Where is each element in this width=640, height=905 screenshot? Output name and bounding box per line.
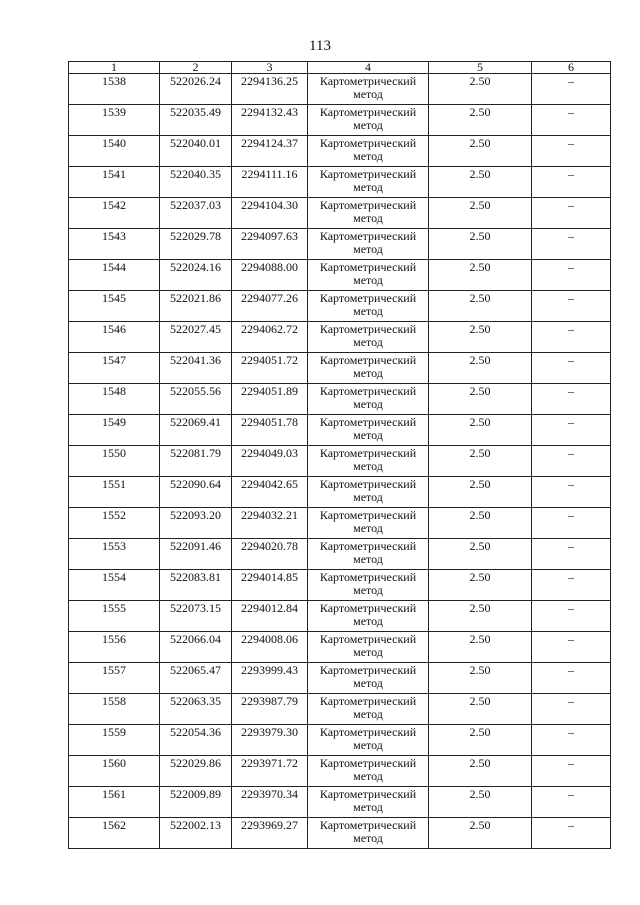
y-coordinate-cell: 2294049.03: [232, 446, 308, 477]
point-number-cell: 1552: [69, 508, 160, 539]
table-row: [69, 260, 611, 291]
method-cell: [308, 663, 429, 694]
x-coordinate-cell: 522090.64: [160, 477, 232, 508]
x-coordinate-cell: 522073.15: [160, 601, 232, 632]
note-cell: –: [532, 136, 611, 167]
accuracy-cell: 2.50: [429, 818, 532, 849]
x-coordinate-cell: 522035.49: [160, 105, 232, 136]
method-line-1: Картометрический: [319, 105, 417, 119]
point-number-cell: 1556: [69, 632, 160, 663]
method-line-2: метод: [353, 769, 383, 783]
x-coordinate-cell: 522040.35: [160, 167, 232, 198]
method-line-1: Картометрический: [319, 384, 417, 398]
y-coordinate-cell: 2294051.72: [232, 353, 308, 384]
note-cell: –: [532, 787, 611, 818]
point-number-cell: 1541: [69, 167, 160, 198]
point-number-cell: 1550: [69, 446, 160, 477]
point-number-cell: 1546: [69, 322, 160, 353]
x-coordinate-cell: 522066.04: [160, 632, 232, 663]
y-coordinate-cell: 2293999.43: [232, 663, 308, 694]
method-cell: [308, 74, 429, 105]
method-cell: [308, 260, 429, 291]
x-coordinate-cell: 522054.36: [160, 725, 232, 756]
method-line-2: метод: [353, 397, 383, 411]
accuracy-cell: 2.50: [429, 446, 532, 477]
method-cell: [308, 601, 429, 632]
point-number-cell: 1540: [69, 136, 160, 167]
column-header-5: 5: [429, 62, 532, 74]
method-line-1: Картометрический: [319, 725, 417, 739]
column-header-3: 3: [232, 62, 308, 74]
table-row: [69, 446, 611, 477]
method-cell: [308, 167, 429, 198]
method-line-1: Картометрический: [319, 477, 417, 491]
method-cell: [308, 322, 429, 353]
method-line-2: метод: [353, 645, 383, 659]
method-line-1: Картометрический: [319, 787, 417, 801]
table-row: [69, 539, 611, 570]
x-coordinate-cell: 522063.35: [160, 694, 232, 725]
method-line-1: Картометрический: [319, 198, 417, 212]
note-cell: –: [532, 229, 611, 260]
y-coordinate-cell: 2294008.06: [232, 632, 308, 663]
method-cell: [308, 384, 429, 415]
table-row: [69, 384, 611, 415]
y-coordinate-cell: 2293969.27: [232, 818, 308, 849]
method-cell: [308, 198, 429, 229]
y-coordinate-cell: 2294088.00: [232, 260, 308, 291]
table-row: [69, 136, 611, 167]
accuracy-cell: 2.50: [429, 663, 532, 694]
method-cell: [308, 446, 429, 477]
note-cell: –: [532, 415, 611, 446]
note-cell: –: [532, 198, 611, 229]
point-number-cell: 1559: [69, 725, 160, 756]
point-number-cell: 1544: [69, 260, 160, 291]
accuracy-cell: 2.50: [429, 756, 532, 787]
accuracy-cell: 2.50: [429, 694, 532, 725]
point-number-cell: 1558: [69, 694, 160, 725]
note-cell: –: [532, 384, 611, 415]
method-line-2: метод: [353, 211, 383, 225]
y-coordinate-cell: 2294032.21: [232, 508, 308, 539]
accuracy-cell: 2.50: [429, 353, 532, 384]
note-cell: –: [532, 446, 611, 477]
x-coordinate-cell: 522026.24: [160, 74, 232, 105]
accuracy-cell: 2.50: [429, 198, 532, 229]
method-line-1: Картометрический: [319, 570, 417, 584]
method-line-1: Картометрический: [319, 508, 417, 522]
method-line-1: Картометрический: [319, 322, 417, 336]
point-number-cell: 1561: [69, 787, 160, 818]
method-cell: [308, 756, 429, 787]
point-number-cell: 1538: [69, 74, 160, 105]
method-cell: [308, 105, 429, 136]
y-coordinate-cell: 2294104.30: [232, 198, 308, 229]
method-cell: [308, 818, 429, 849]
table-row: [69, 167, 611, 198]
method-line-2: метод: [353, 87, 383, 101]
note-cell: –: [532, 260, 611, 291]
note-cell: –: [532, 353, 611, 384]
table-row: [69, 818, 611, 849]
column-header-6: 6: [532, 62, 611, 74]
method-line-2: метод: [353, 614, 383, 628]
method-cell: [308, 136, 429, 167]
method-line-2: метод: [353, 180, 383, 194]
accuracy-cell: 2.50: [429, 539, 532, 570]
method-line-2: метод: [353, 149, 383, 163]
method-line-1: Картометрический: [319, 756, 417, 770]
method-line-1: Картометрический: [319, 136, 417, 150]
accuracy-cell: 2.50: [429, 260, 532, 291]
method-line-1: Картометрический: [319, 601, 417, 615]
accuracy-cell: 2.50: [429, 632, 532, 663]
method-line-1: Картометрический: [319, 446, 417, 460]
x-coordinate-cell: 522065.47: [160, 663, 232, 694]
point-number-cell: 1560: [69, 756, 160, 787]
note-cell: –: [532, 756, 611, 787]
note-cell: –: [532, 167, 611, 198]
note-cell: –: [532, 663, 611, 694]
x-coordinate-cell: 522009.89: [160, 787, 232, 818]
note-cell: –: [532, 74, 611, 105]
point-number-cell: 1555: [69, 601, 160, 632]
x-coordinate-cell: 522069.41: [160, 415, 232, 446]
column-header-4: 4: [308, 62, 429, 74]
x-coordinate-cell: 522024.16: [160, 260, 232, 291]
method-cell: [308, 353, 429, 384]
point-number-cell: 1554: [69, 570, 160, 601]
point-number-cell: 1548: [69, 384, 160, 415]
x-coordinate-cell: 522055.56: [160, 384, 232, 415]
page-number: 113: [309, 38, 331, 54]
accuracy-cell: 2.50: [429, 477, 532, 508]
y-coordinate-cell: 2294051.78: [232, 415, 308, 446]
method-cell: [308, 291, 429, 322]
method-line-1: Картометрический: [319, 229, 417, 243]
x-coordinate-cell: 522027.45: [160, 322, 232, 353]
point-number-cell: 1562: [69, 818, 160, 849]
accuracy-cell: 2.50: [429, 322, 532, 353]
note-cell: –: [532, 570, 611, 601]
method-line-2: метод: [353, 738, 383, 752]
y-coordinate-cell: 2294012.84: [232, 601, 308, 632]
accuracy-cell: 2.50: [429, 601, 532, 632]
table-row: [69, 632, 611, 663]
y-coordinate-cell: 2293970.34: [232, 787, 308, 818]
note-cell: –: [532, 477, 611, 508]
y-coordinate-cell: 2293979.30: [232, 725, 308, 756]
method-line-2: метод: [353, 242, 383, 256]
x-coordinate-cell: 522091.46: [160, 539, 232, 570]
accuracy-cell: 2.50: [429, 167, 532, 198]
method-line-1: Картометрический: [319, 167, 417, 181]
accuracy-cell: 2.50: [429, 787, 532, 818]
method-line-2: метод: [353, 583, 383, 597]
method-line-1: Картометрический: [319, 539, 417, 553]
table-row: [69, 570, 611, 601]
table-row: [69, 601, 611, 632]
accuracy-cell: 2.50: [429, 508, 532, 539]
table-row: [69, 477, 611, 508]
method-line-1: Картометрический: [319, 353, 417, 367]
point-number-cell: 1542: [69, 198, 160, 229]
point-number-cell: 1557: [69, 663, 160, 694]
method-line-2: метод: [353, 366, 383, 380]
method-line-2: метод: [353, 707, 383, 721]
y-coordinate-cell: 2293971.72: [232, 756, 308, 787]
table-body: [69, 74, 611, 849]
point-number-cell: 1553: [69, 539, 160, 570]
x-coordinate-cell: 522041.36: [160, 353, 232, 384]
method-line-2: метод: [353, 459, 383, 473]
x-coordinate-cell: 522002.13: [160, 818, 232, 849]
y-coordinate-cell: 2294077.26: [232, 291, 308, 322]
table-row: [69, 291, 611, 322]
column-header-2: 2: [160, 62, 232, 74]
y-coordinate-cell: 2293987.79: [232, 694, 308, 725]
method-cell: [308, 229, 429, 260]
accuracy-cell: 2.50: [429, 229, 532, 260]
note-cell: –: [532, 291, 611, 322]
y-coordinate-cell: 2294062.72: [232, 322, 308, 353]
x-coordinate-cell: 522040.01: [160, 136, 232, 167]
method-line-1: Картометрический: [319, 663, 417, 677]
y-coordinate-cell: 2294097.63: [232, 229, 308, 260]
method-line-2: метод: [353, 428, 383, 442]
method-line-2: метод: [353, 676, 383, 690]
method-line-2: метод: [353, 304, 383, 318]
method-cell: [308, 787, 429, 818]
note-cell: –: [532, 322, 611, 353]
method-line-1: Картометрический: [319, 260, 417, 274]
point-number-cell: 1545: [69, 291, 160, 322]
note-cell: –: [532, 539, 611, 570]
note-cell: –: [532, 105, 611, 136]
point-number-cell: 1549: [69, 415, 160, 446]
method-line-1: Картометрический: [319, 291, 417, 305]
x-coordinate-cell: 522093.20: [160, 508, 232, 539]
table-row: [69, 756, 611, 787]
accuracy-cell: 2.50: [429, 136, 532, 167]
accuracy-cell: 2.50: [429, 105, 532, 136]
accuracy-cell: 2.50: [429, 415, 532, 446]
column-header-1: 1: [69, 62, 160, 74]
coordinates-table: [68, 61, 611, 849]
x-coordinate-cell: 522083.81: [160, 570, 232, 601]
y-coordinate-cell: 2294124.37: [232, 136, 308, 167]
accuracy-cell: 2.50: [429, 570, 532, 601]
method-line-2: метод: [353, 800, 383, 814]
x-coordinate-cell: 522029.78: [160, 229, 232, 260]
method-cell: [308, 632, 429, 663]
point-number-cell: 1547: [69, 353, 160, 384]
y-coordinate-cell: 2294111.16: [232, 167, 308, 198]
y-coordinate-cell: 2294042.65: [232, 477, 308, 508]
table-row: [69, 508, 611, 539]
x-coordinate-cell: 522029.86: [160, 756, 232, 787]
x-coordinate-cell: 522021.86: [160, 291, 232, 322]
method-line-2: метод: [353, 335, 383, 349]
method-cell: [308, 570, 429, 601]
table-row: [69, 74, 611, 105]
method-cell: [308, 539, 429, 570]
table-row: [69, 787, 611, 818]
point-number-cell: 1543: [69, 229, 160, 260]
table-row: [69, 353, 611, 384]
method-cell: [308, 477, 429, 508]
table-header: [69, 62, 611, 74]
method-cell: [308, 694, 429, 725]
note-cell: –: [532, 601, 611, 632]
note-cell: –: [532, 632, 611, 663]
table-row: [69, 322, 611, 353]
x-coordinate-cell: 522037.03: [160, 198, 232, 229]
method-cell: [308, 725, 429, 756]
method-line-2: метод: [353, 118, 383, 132]
method-line-2: метод: [353, 521, 383, 535]
y-coordinate-cell: 2294051.89: [232, 384, 308, 415]
header-row: [69, 62, 611, 74]
x-coordinate-cell: 522081.79: [160, 446, 232, 477]
note-cell: –: [532, 508, 611, 539]
y-coordinate-cell: 2294014.85: [232, 570, 308, 601]
method-line-2: метод: [353, 831, 383, 845]
table-row: [69, 105, 611, 136]
table-row: [69, 694, 611, 725]
method-line-2: метод: [353, 273, 383, 287]
accuracy-cell: 2.50: [429, 384, 532, 415]
table-row: [69, 415, 611, 446]
method-line-1: Картометрический: [319, 694, 417, 708]
method-cell: [308, 415, 429, 446]
note-cell: –: [532, 694, 611, 725]
y-coordinate-cell: 2294020.78: [232, 539, 308, 570]
y-coordinate-cell: 2294136.25: [232, 74, 308, 105]
table-row: [69, 229, 611, 260]
table-row: [69, 663, 611, 694]
method-line-1: Картометрический: [319, 818, 417, 832]
accuracy-cell: 2.50: [429, 291, 532, 322]
method-line-1: Картометрический: [319, 632, 417, 646]
table-row: [69, 725, 611, 756]
accuracy-cell: 2.50: [429, 725, 532, 756]
point-number-cell: 1539: [69, 105, 160, 136]
note-cell: –: [532, 818, 611, 849]
method-line-2: метод: [353, 490, 383, 504]
point-number-cell: 1551: [69, 477, 160, 508]
method-line-1: Картометрический: [319, 74, 417, 88]
y-coordinate-cell: 2294132.43: [232, 105, 308, 136]
method-cell: [308, 508, 429, 539]
table-row: [69, 198, 611, 229]
accuracy-cell: 2.50: [429, 74, 532, 105]
method-line-2: метод: [353, 552, 383, 566]
note-cell: –: [532, 725, 611, 756]
method-line-1: Картометрический: [319, 415, 417, 429]
